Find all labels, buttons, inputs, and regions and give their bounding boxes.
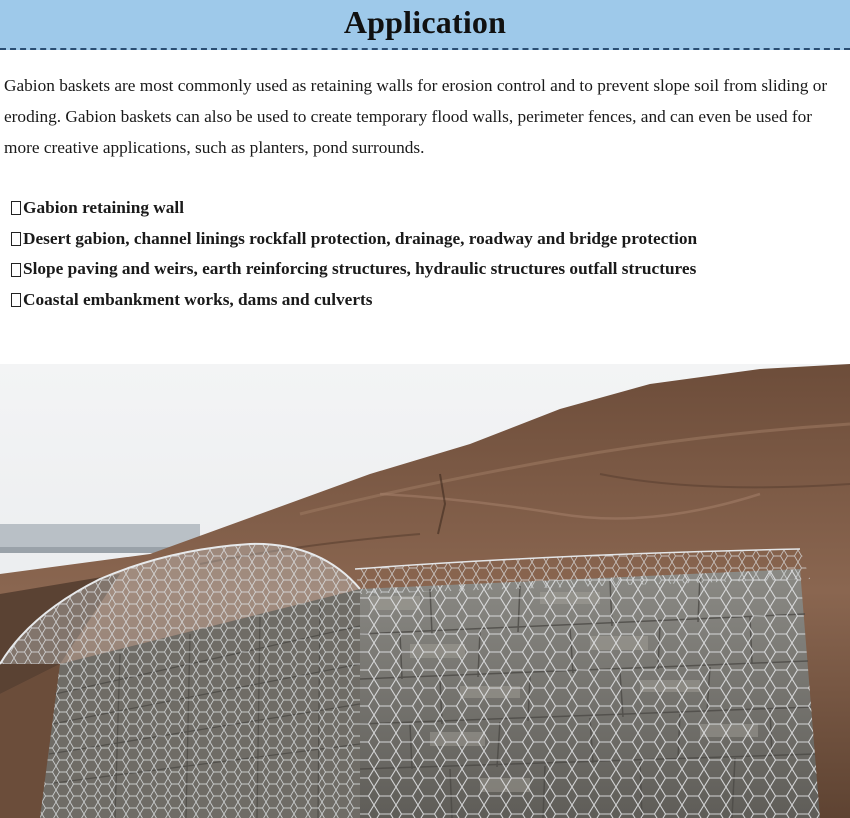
list-item <box>10 224 846 255</box>
application-list <box>10 193 846 316</box>
checkbox-glyph-icon <box>11 232 21 246</box>
list-item <box>10 193 846 224</box>
section-header <box>0 0 850 50</box>
list-item-label: Coastal embankment works, dams and culverts <box>23 290 373 310</box>
gabion-wall-photo <box>0 364 850 818</box>
list-item-label: Gabion retaining wall <box>23 198 184 217</box>
gabion-wall-illustration <box>0 364 850 818</box>
list-item <box>10 285 846 316</box>
list-item <box>10 254 846 285</box>
list-item-label: Slope paving and weirs, earth reinforcing structures, hydraulic structures outfall structures <box>23 259 697 279</box>
checkbox-glyph-icon <box>11 263 21 277</box>
intro-paragraph: Gabion baskets are most commonly used as retaining walls for erosion control and to prevent slope soil from sliding or eroding. Gabion baskets can also be used to create temporary flood walls, perimeter fences, and can even be used for more creative applications, such as planters, pond surrounds. <box>4 76 828 157</box>
checkbox-glyph-icon <box>11 293 21 307</box>
list-item-label: Desert gabion, channel linings rockfall protection, drainage, roadway and bridge protection <box>23 228 698 248</box>
checkbox-glyph-icon <box>11 201 21 215</box>
page-title: Application <box>343 4 507 40</box>
